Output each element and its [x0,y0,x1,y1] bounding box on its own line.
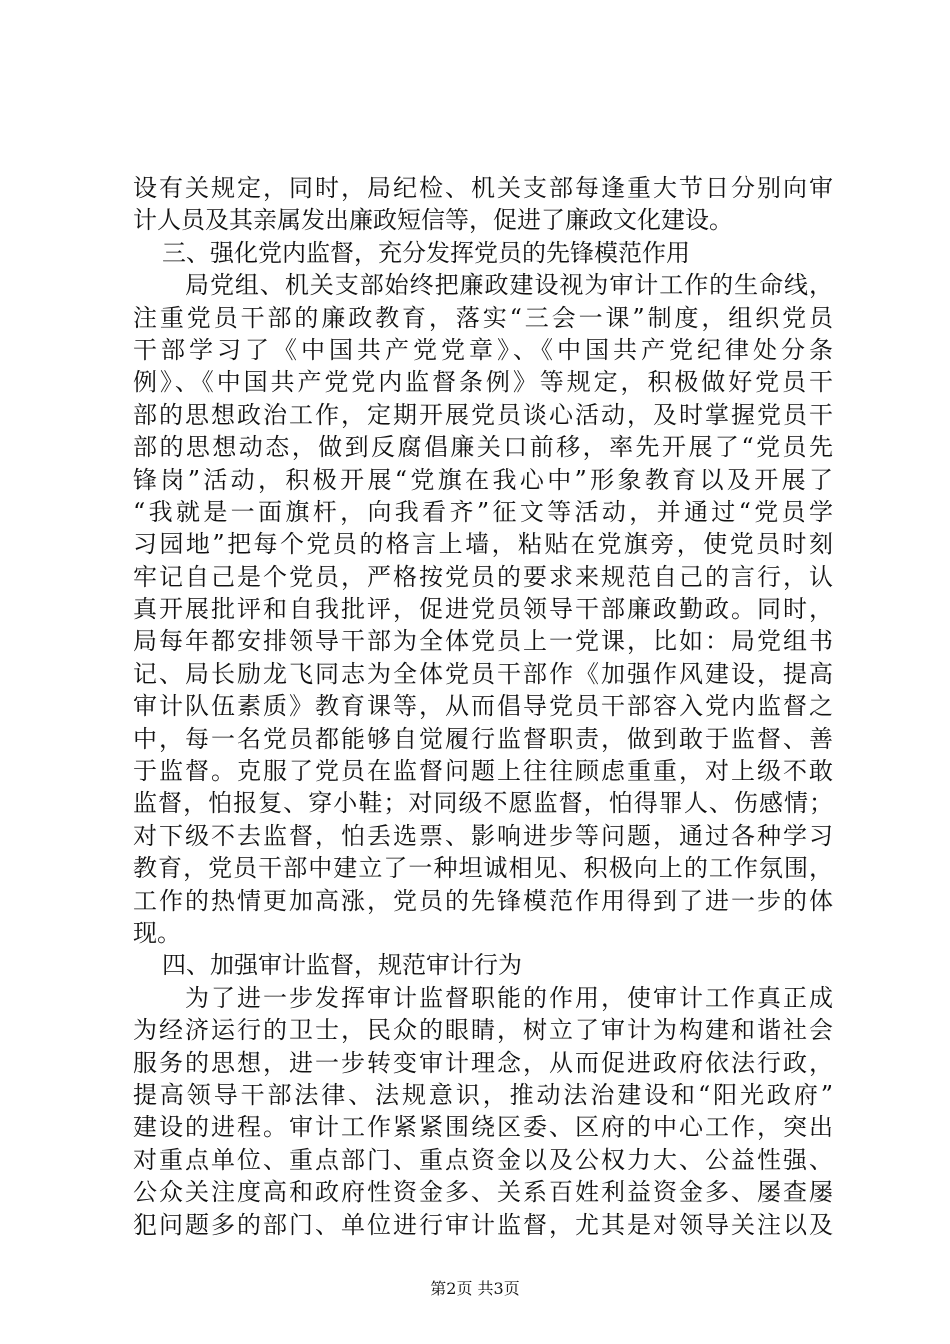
text-line: “我就是一面旗杆，向我看齐”征文等活动，并通过“党员学 [133,497,833,526]
text-line: 犯问题多的部门、单位进行审计监督，尤其是对领导关注以及 [133,1210,833,1239]
text-line: 记、局长励龙飞同志为全体党员干部作《加强作风建设，提高 [133,659,833,688]
text-line: 注重党员干部的廉政教育，落实“三会一课”制度，组织党员 [133,303,833,332]
text-line: 教育，党员干部中建立了一种坦诚相见、积极向上的工作氛围， [133,854,833,883]
text-line: 对下级不去监督，怕丢选票、影响进步等问题，通过各种学习 [133,821,833,850]
text-line: 设有关规定，同时，局纪检、机关支部每逢重大节日分别向审 [133,174,833,202]
text-line: 锋岗”活动，积极开展“党旗在我心中”形象教育以及开展了 [133,465,833,494]
text-line: 局党组、机关支部始终把廉政建设视为审计工作的生命线， [185,271,833,300]
text-line: 为经济运行的卫士，民众的眼睛，树立了审计为构建和谐社会 [133,1016,833,1045]
text-line: 计人员及其亲属发出廉政短信等，促进了廉政文化建设。 [133,206,733,235]
text-line: 为了进一步发挥审计监督职能的作用，使审计工作真正成 [185,983,833,1012]
text-line: 牢记自己是个党员，严格按党员的要求来规范自己的言行，认 [133,562,833,591]
text-line: 真开展批评和自我批评，促进党员领导干部廉政勤政。同时， [133,595,833,624]
page-number-footer: 第2页 共3页 [430,1279,520,1298]
section-heading-3: 三、强化党内监督，充分发挥党员的先锋模范作用 [162,238,690,267]
text-line: 现。 [133,918,181,947]
text-line: 审计队伍素质》教育课等，从而倡导党员干部容入党内监督之 [133,692,833,721]
text-line: 习园地”把每个党员的格言上墙，粘贴在党旗旁，使党员时刻 [133,530,833,559]
text-line: 公众关注度高和政府性资金多、关系百姓利益资金多、屡查屡 [133,1178,833,1207]
text-line: 建设的进程。审计工作紧紧围绕区委、区府的中心工作，突出 [133,1113,833,1142]
text-line: 部的思想动态，做到反腐倡廉关口前移，率先开展了“党员先 [133,433,833,462]
text-line: 局每年都安排领导干部为全体党员上一党课，比如：局党组书 [133,627,833,656]
text-line: 部的思想政治工作，定期开展党员谈心活动，及时掌握党员干 [133,400,833,429]
text-line: 例》、《中国共产党党内监督条例》等规定，积极做好党员干 [133,368,833,397]
text-line: 服务的思想，进一步转变审计理念，从而促进政府依法行政， [133,1048,833,1077]
document-body [133,172,833,1241]
text-line: 对重点单位、重点部门、重点资金以及公权力大、公益性强、 [133,1145,833,1174]
text-line: 工作的热情更加高涨，党员的先锋模范作用得到了进一步的体 [133,886,833,915]
text-line: 中，每一名党员都能够自觉履行监督职责，做到敢于监督、善 [133,724,833,753]
text-line: 提高领导干部法律、法规意识，推动法治建设和“阳光政府” [133,1080,833,1109]
text-line: 干部学习了《中国共产党党章》、《中国共产党纪律处分条 [133,335,833,364]
text-line: 于监督。克服了党员在监督问题上往往顾虑重重，对上级不敢 [133,757,833,786]
section-heading-4: 四、加强审计监督，规范审计行为 [162,951,522,980]
text-line: 监督，怕报复、穿小鞋；对同级不愿监督，怕得罪人、伤感情； [133,789,833,818]
